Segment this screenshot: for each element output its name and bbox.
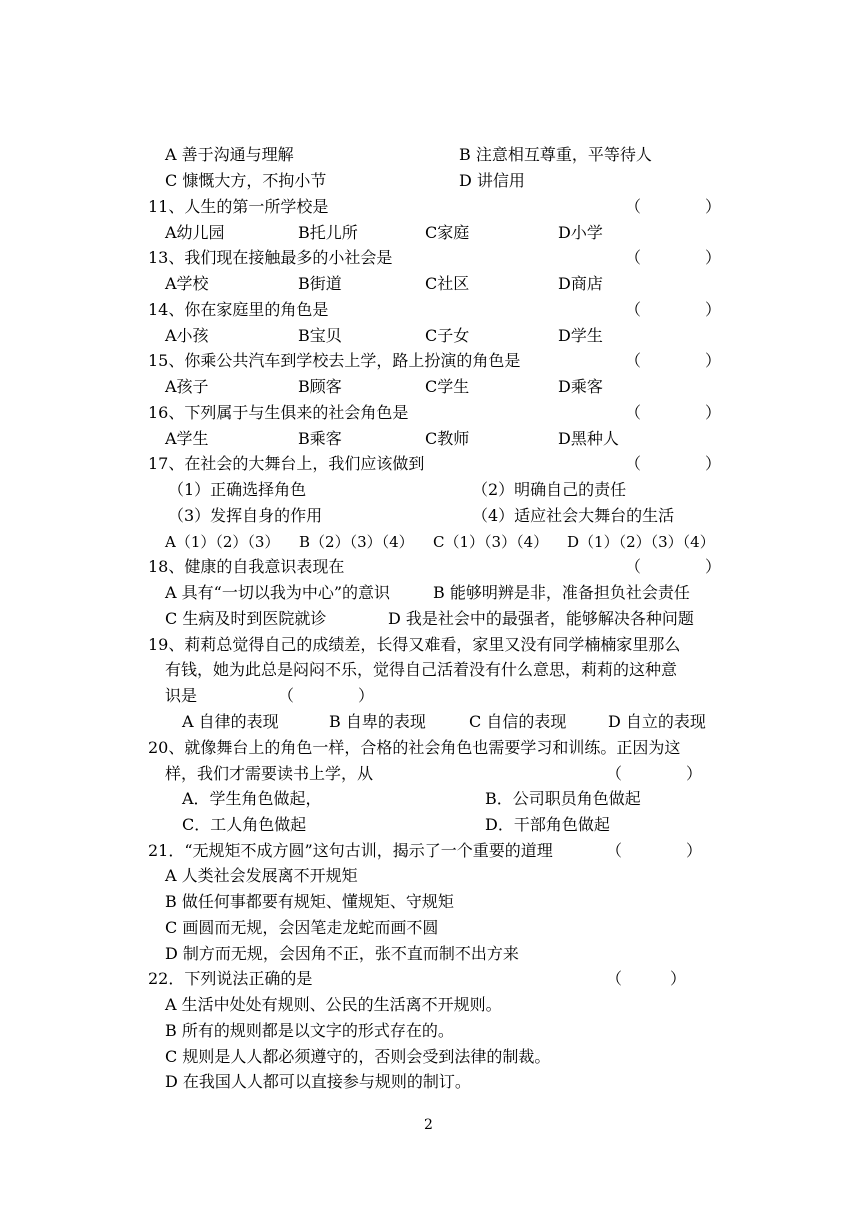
- option: A孩子: [165, 377, 209, 396]
- question-19-cont: 识是: [165, 686, 198, 705]
- option: B 能够明辨是非，准备担负社会责任: [433, 583, 690, 602]
- option: A 自律的表现: [182, 712, 279, 731]
- option: A（1）（2）（3）: [165, 533, 280, 551]
- option: A 具有“一切以我为中心”的意识: [165, 583, 391, 602]
- question-22: 22．下列说法正确的是: [148, 969, 313, 988]
- answer-blank: （ ）: [625, 248, 722, 267]
- answer-blank: （ ）: [625, 557, 722, 576]
- option: C教师: [425, 429, 470, 448]
- question-14: 14、你在家庭里的角色是: [148, 300, 329, 319]
- answer-blank: （ ）: [606, 969, 687, 988]
- option: B．公司职员角色做起: [485, 789, 641, 808]
- option: B 做任何事都要有规矩、懂规矩、守规矩: [165, 892, 454, 911]
- option: C（1）（3）（4）: [433, 533, 549, 551]
- option: B（2）（3）（4）: [299, 533, 414, 551]
- option: D小学: [558, 223, 603, 242]
- question-19: 19、莉莉总觉得自己的成绩差，长得又难看，家里又没有同学楠楠家里那么: [148, 635, 681, 654]
- option: D（1）（2）（3）（4）: [567, 533, 715, 551]
- answer-blank: （ ）: [625, 454, 722, 473]
- option: （3）发挥自身的作用: [168, 506, 323, 525]
- option: （1）正确选择角色: [168, 480, 307, 499]
- option: C 慷慨大方，不拘小节: [165, 171, 327, 190]
- option: C．工人角色做起: [182, 815, 307, 834]
- option: D 自立的表现: [608, 712, 706, 731]
- answer-blank: （ ）: [625, 351, 722, 370]
- option: B街道: [298, 274, 342, 293]
- option: B乘客: [298, 429, 342, 448]
- question-11: 11、人生的第一所学校是: [148, 197, 329, 216]
- question-17: 17、在社会的大舞台上，我们应该做到: [148, 454, 425, 473]
- option: A 善于沟通与理解: [165, 145, 294, 164]
- option: C社区: [425, 274, 470, 293]
- question-15: 15、你乘公共汽车到学校去上学，路上扮演的角色是: [148, 351, 521, 370]
- option: A．学生角色做起，: [182, 789, 322, 808]
- question-20: 20、就像舞台上的角色一样，合格的社会角色也需要学习和训练。正因为这: [148, 738, 681, 757]
- option: A 人类社会发展离不开规矩: [165, 866, 358, 885]
- option: C子女: [425, 326, 470, 345]
- option: B 所有的规则都是以文字的形式存在的。: [165, 1021, 454, 1040]
- question-13: 13、我们现在接触最多的小社会是: [148, 248, 393, 267]
- option: （2）明确自己的责任: [472, 480, 627, 499]
- option: A 生活中处处有规则、公民的生活离不开规则。: [165, 995, 502, 1014]
- option: A幼儿园: [165, 223, 225, 242]
- option: C 规则是人人都必须遵守的，否则会受到法律的制裁。: [165, 1047, 551, 1066]
- option: （4）适应社会大舞台的生活: [472, 506, 675, 525]
- option: D 在我国人人都可以直接参与规则的制订。: [165, 1072, 471, 1091]
- option: D．干部角色做起: [485, 815, 610, 834]
- option: B 自卑的表现: [329, 712, 426, 731]
- option: B宝贝: [298, 326, 342, 345]
- page-number: 2: [424, 1117, 433, 1133]
- option: C学生: [425, 377, 470, 396]
- option: C 自信的表现: [469, 712, 567, 731]
- answer-blank: （ ）: [625, 300, 722, 319]
- question-18: 18、健康的自我意识表现在: [148, 557, 345, 576]
- answer-blank: （ ）: [625, 197, 722, 216]
- question-19-cont: 有钱，她为此总是闷闷不乐，觉得自己活着没有什么意思，莉莉的这种意: [165, 660, 678, 679]
- option: B 注意相互尊重，平等待人: [459, 145, 652, 164]
- question-21: 21．“无规矩不成方圆”这句古训，揭示了一个重要的道理: [148, 841, 553, 860]
- option: B顾客: [298, 377, 342, 396]
- option: A小孩: [165, 326, 209, 345]
- answer-blank: （ ）: [606, 841, 703, 860]
- option: D 我是社会中的最强者，能够解决各种问题: [388, 609, 694, 628]
- option: D 制方而无规，会因角不正，张不直而制不出方来: [165, 944, 519, 963]
- option: D乘客: [558, 377, 603, 396]
- option: D黑种人: [558, 429, 619, 448]
- option: C家庭: [425, 223, 470, 242]
- answer-blank: （ ）: [278, 686, 375, 705]
- answer-blank: （ ）: [606, 764, 703, 783]
- answer-blank: （ ）: [625, 403, 722, 422]
- option: C 生病及时到医院就诊: [165, 609, 327, 628]
- question-20-cont: 样，我们才需要读书上学，从: [165, 764, 374, 783]
- question-16: 16、下列属于与生俱来的社会角色是: [148, 403, 409, 422]
- option: A学校: [165, 274, 209, 293]
- option: D商店: [558, 274, 603, 293]
- option: D 讲信用: [459, 171, 525, 190]
- option: C 画圆而无规，会因笔走龙蛇而画不圆: [165, 918, 439, 937]
- option: A学生: [165, 429, 209, 448]
- option: B托儿所: [298, 223, 358, 242]
- option: D学生: [558, 326, 603, 345]
